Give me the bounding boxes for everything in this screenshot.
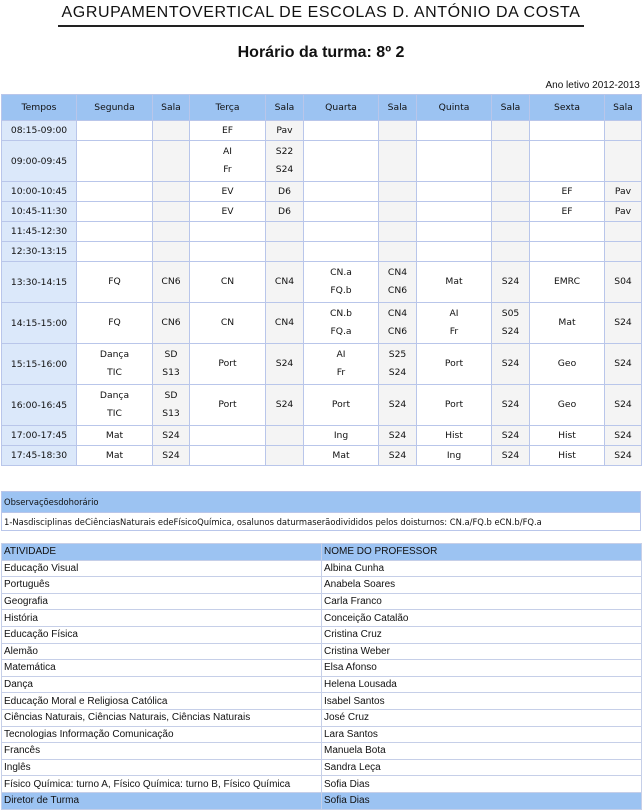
subject-cell xyxy=(304,344,379,385)
subject-code: CN.a xyxy=(330,267,352,278)
teacher-row xyxy=(2,577,642,594)
subject-code: Fr xyxy=(336,367,346,378)
room-cell xyxy=(379,242,417,262)
time-slot: 16:00-16:45 xyxy=(2,385,77,426)
subject-code: CN xyxy=(220,276,235,287)
schedule-row xyxy=(2,344,642,385)
subject-code: AI xyxy=(449,308,459,319)
subject-cell xyxy=(530,426,605,446)
room-code: D6 xyxy=(278,205,291,217)
subject-code: Mat xyxy=(558,317,576,328)
room-code: S24 xyxy=(162,429,180,441)
time-slot: 15:15-16:00 xyxy=(2,344,77,385)
subject-cell xyxy=(417,303,492,344)
subject-code: Port xyxy=(444,399,464,410)
subject-cell xyxy=(530,141,605,182)
room-code: S25 xyxy=(388,349,407,360)
class-director-row xyxy=(2,792,642,809)
teacher-name: Sofia Dias xyxy=(322,776,642,793)
subject-code: EV xyxy=(221,205,234,217)
room-cell xyxy=(605,121,642,141)
subject-cell xyxy=(190,222,266,242)
time-slot: 10:45-11:30 xyxy=(2,202,77,222)
room-cell xyxy=(492,446,530,466)
room-code: Pav xyxy=(614,205,632,217)
schedule-row xyxy=(2,141,642,182)
room-cell xyxy=(492,121,530,141)
teacher-name: Isabel Santos xyxy=(322,693,642,710)
subject-code: Fr xyxy=(449,326,459,337)
teacher-name: Cristina Weber xyxy=(322,643,642,660)
observations-header: Observaçõesdohorário xyxy=(2,492,641,513)
teacher-row xyxy=(2,643,642,660)
teacher-row xyxy=(2,560,642,577)
teacher-row xyxy=(2,660,642,677)
room-code: S24 xyxy=(275,164,294,175)
room-code: S24 xyxy=(614,449,632,461)
room-cell xyxy=(492,262,530,303)
room-cell xyxy=(153,446,190,466)
room-code: S04 xyxy=(614,276,632,287)
subject-code: Port xyxy=(218,358,237,369)
room-code: CN4 xyxy=(387,267,408,278)
teacher-name: Anabela Soares xyxy=(322,577,642,594)
teacher-name: Lara Santos xyxy=(322,726,642,743)
room-cell xyxy=(153,303,190,344)
teacher-row xyxy=(2,743,642,760)
subject-code: TIC xyxy=(107,367,122,378)
room-cell xyxy=(492,303,530,344)
room-cell xyxy=(379,121,417,141)
room-cell xyxy=(266,303,304,344)
schedule-col-header: Quinta xyxy=(417,95,492,121)
schedule-row xyxy=(2,446,642,466)
subject-cell xyxy=(77,344,153,385)
schedule-row xyxy=(2,262,642,303)
room-cell xyxy=(266,385,304,426)
room-code: CN6 xyxy=(161,276,181,287)
observations-table xyxy=(1,491,641,531)
room-cell xyxy=(266,262,304,303)
subject-cell xyxy=(190,446,266,466)
teacher-name: Cristina Cruz xyxy=(322,626,642,643)
room-code: CN4 xyxy=(274,317,295,328)
teacher-row xyxy=(2,626,642,643)
activity-name: Francês xyxy=(2,743,322,760)
room-code: S24 xyxy=(614,317,632,328)
class-director-name: Sofia Dias xyxy=(322,792,642,809)
subject-cell xyxy=(304,262,379,303)
room-cell xyxy=(492,141,530,182)
schedule-row xyxy=(2,121,642,141)
room-cell xyxy=(492,182,530,202)
room-code: Pav xyxy=(614,185,632,197)
room-code: S24 xyxy=(501,429,520,441)
subject-cell xyxy=(77,426,153,446)
schedule-col-header: Segunda xyxy=(77,95,153,121)
room-code: CN4 xyxy=(274,276,295,287)
subject-code: CN xyxy=(220,317,235,328)
room-code: CN6 xyxy=(387,285,408,296)
room-code: S05 xyxy=(501,308,520,319)
subject-cell xyxy=(304,202,379,222)
room-cell xyxy=(266,141,304,182)
room-code: S24 xyxy=(501,399,520,410)
subject-cell xyxy=(530,121,605,141)
subject-code: Hist xyxy=(558,429,576,441)
teacher-name: Sandra Leça xyxy=(322,759,642,776)
subject-cell xyxy=(530,446,605,466)
class-director-label: Diretor de Turma xyxy=(2,792,322,809)
room-cell xyxy=(379,262,417,303)
subject-code: FQ.b xyxy=(330,285,352,296)
subject-code: Mat xyxy=(105,449,124,461)
room-cell xyxy=(605,202,642,222)
room-cell xyxy=(605,222,642,242)
subject-code: FQ xyxy=(108,276,121,287)
teacher-row xyxy=(2,693,642,710)
room-code: S22 xyxy=(275,146,294,157)
subject-cell xyxy=(304,222,379,242)
subject-cell xyxy=(530,222,605,242)
room-cell xyxy=(492,344,530,385)
teachers-header-row xyxy=(2,544,642,561)
teacher-row xyxy=(2,709,642,726)
subject-cell xyxy=(304,141,379,182)
activity-name: História xyxy=(2,610,322,627)
subject-cell xyxy=(530,262,605,303)
teacher-row xyxy=(2,610,642,627)
time-slot: 08:15-09:00 xyxy=(2,121,77,141)
subject-code: Port xyxy=(218,399,237,410)
room-cell xyxy=(153,344,190,385)
subject-cell xyxy=(304,242,379,262)
schedule-body xyxy=(2,121,642,466)
room-cell xyxy=(379,182,417,202)
activity-name: Dança xyxy=(2,676,322,693)
schedule-col-header: Sexta xyxy=(530,95,605,121)
teacher-name: Elsa Afonso xyxy=(322,660,642,677)
subject-code: Port xyxy=(331,399,351,410)
room-cell xyxy=(153,222,190,242)
time-slot: 17:45-18:30 xyxy=(2,446,77,466)
subject-code: FQ.a xyxy=(330,326,352,337)
subject-cell xyxy=(530,303,605,344)
subject-code: Dança xyxy=(99,390,130,401)
room-code: CN6 xyxy=(161,317,181,328)
time-slot: 12:30-13:15 xyxy=(2,242,77,262)
observations-text: 1-Nasdisciplinas deCiênciasNaturais edeFísicoQuímica, osalunos daturmaserãodivididos pelos doisturnos: CN.a/FQ.b eCN.b/FQ.a xyxy=(2,513,641,531)
subject-code: CN.b xyxy=(329,308,353,319)
schedule-row xyxy=(2,426,642,446)
subject-cell xyxy=(304,121,379,141)
subject-code: Mat xyxy=(445,276,463,287)
subject-code: Hist xyxy=(445,429,463,441)
schedule-row xyxy=(2,303,642,344)
schedule-col-header: Sala xyxy=(153,95,190,121)
room-cell xyxy=(492,385,530,426)
subject-cell xyxy=(417,344,492,385)
room-code: D6 xyxy=(278,185,291,197)
room-code: SD xyxy=(164,390,178,401)
subject-cell xyxy=(190,202,266,222)
room-cell xyxy=(266,242,304,262)
teacher-row xyxy=(2,676,642,693)
room-cell xyxy=(153,242,190,262)
subject-cell xyxy=(77,141,153,182)
room-code: CN6 xyxy=(387,326,408,337)
subject-cell xyxy=(417,141,492,182)
subject-code: EF xyxy=(221,124,234,136)
subject-code: TIC xyxy=(107,408,122,419)
teacher-name: Albina Cunha xyxy=(322,560,642,577)
time-slot: 09:00-09:45 xyxy=(2,141,77,182)
room-cell xyxy=(266,446,304,466)
subject-cell xyxy=(77,385,153,426)
subject-cell xyxy=(417,262,492,303)
teacher-name: José Cruz xyxy=(322,709,642,726)
time-slot: 14:15-15:00 xyxy=(2,303,77,344)
room-cell xyxy=(266,182,304,202)
schedule-header-row xyxy=(2,95,642,121)
room-cell xyxy=(605,182,642,202)
subject-cell xyxy=(77,182,153,202)
room-cell xyxy=(605,426,642,446)
subject-code: EF xyxy=(561,185,573,197)
subject-cell xyxy=(417,242,492,262)
subject-cell xyxy=(304,182,379,202)
subject-cell xyxy=(77,242,153,262)
subject-code: EF xyxy=(561,205,573,217)
subject-cell xyxy=(530,182,605,202)
room-cell xyxy=(266,344,304,385)
time-slot: 13:30-14:15 xyxy=(2,262,77,303)
activity-name: Geografia xyxy=(2,593,322,610)
room-cell xyxy=(266,426,304,446)
room-cell xyxy=(605,262,642,303)
room-cell xyxy=(605,344,642,385)
activity-name: Educação Moral e Religiosa Católica xyxy=(2,693,322,710)
room-cell xyxy=(605,242,642,262)
subject-cell xyxy=(417,121,492,141)
room-cell xyxy=(153,121,190,141)
schedule-row xyxy=(2,202,642,222)
subject-code: Dança xyxy=(99,349,130,360)
room-code: S24 xyxy=(614,358,632,369)
teacher-name: Manuela Bota xyxy=(322,743,642,760)
subject-cell xyxy=(530,344,605,385)
subject-cell xyxy=(530,202,605,222)
subject-cell xyxy=(190,121,266,141)
room-cell xyxy=(379,344,417,385)
subject-cell xyxy=(417,446,492,466)
subject-cell xyxy=(530,242,605,262)
room-cell xyxy=(379,303,417,344)
subject-code: Hist xyxy=(558,449,576,461)
room-cell xyxy=(379,426,417,446)
room-code: S24 xyxy=(275,399,294,410)
room-cell xyxy=(492,222,530,242)
room-code: S24 xyxy=(614,429,632,441)
room-code: S24 xyxy=(388,429,407,441)
subject-code: Mat xyxy=(105,429,124,441)
room-cell xyxy=(379,202,417,222)
activity-name: Alemão xyxy=(2,643,322,660)
subject-cell xyxy=(77,222,153,242)
activity-name: Educação Física xyxy=(2,626,322,643)
room-cell xyxy=(153,426,190,446)
room-cell xyxy=(266,121,304,141)
subject-cell xyxy=(417,202,492,222)
room-code: Pav xyxy=(276,124,293,136)
schedule-col-header: Terça xyxy=(190,95,266,121)
schedule-table xyxy=(1,94,642,466)
room-cell xyxy=(379,222,417,242)
school-year: Ano letivo 2012-2013 xyxy=(545,80,640,91)
room-code: S24 xyxy=(388,399,407,410)
room-cell xyxy=(605,446,642,466)
time-slot: 17:00-17:45 xyxy=(2,426,77,446)
room-cell xyxy=(492,426,530,446)
teacher-column-header: NOME DO PROFESSOR xyxy=(322,544,642,561)
subject-cell xyxy=(417,426,492,446)
room-cell xyxy=(266,202,304,222)
room-cell xyxy=(153,202,190,222)
subject-cell xyxy=(417,222,492,242)
schedule-col-header: Quarta xyxy=(304,95,379,121)
subject-cell xyxy=(77,303,153,344)
teachers-table xyxy=(1,543,642,810)
schedule-row xyxy=(2,385,642,426)
teacher-name: Carla Franco xyxy=(322,593,642,610)
activity-name: Matemática xyxy=(2,660,322,677)
room-code: S24 xyxy=(388,449,407,461)
subject-cell xyxy=(190,242,266,262)
subject-code: Geo xyxy=(557,358,577,369)
room-cell xyxy=(605,385,642,426)
activity-name: Ciências Naturais, Ciências Naturais, Ciências Naturais xyxy=(2,709,322,726)
room-cell xyxy=(379,141,417,182)
activity-name: Português xyxy=(2,577,322,594)
schedule-col-header: Sala xyxy=(605,95,642,121)
room-code: S24 xyxy=(501,358,520,369)
subject-cell xyxy=(190,426,266,446)
subject-cell xyxy=(304,446,379,466)
room-cell xyxy=(379,446,417,466)
schedule-col-header: Sala xyxy=(379,95,417,121)
subject-code: EV xyxy=(221,185,234,197)
teacher-name: Helena Lousada xyxy=(322,676,642,693)
subject-cell xyxy=(417,182,492,202)
subject-cell xyxy=(190,303,266,344)
subject-cell xyxy=(304,385,379,426)
school-name: AGRUPAMENTOVERTICAL DE ESCOLAS D. ANTÓNIO DA COSTA xyxy=(58,4,584,26)
room-code: S24 xyxy=(614,399,632,410)
subject-cell xyxy=(77,446,153,466)
teacher-row xyxy=(2,759,642,776)
activity-column-header: ATIVIDADE xyxy=(2,544,322,561)
subject-cell xyxy=(190,182,266,202)
subject-code: FQ xyxy=(108,317,121,328)
subject-code: AI xyxy=(223,146,232,157)
room-code: S24 xyxy=(275,358,294,369)
schedule-row xyxy=(2,242,642,262)
subject-cell xyxy=(77,262,153,303)
subject-code: Mat xyxy=(332,449,350,461)
schedule-col-header: Sala xyxy=(266,95,304,121)
activity-name: Inglês xyxy=(2,759,322,776)
room-cell xyxy=(153,182,190,202)
subject-code: Ing xyxy=(446,449,462,461)
activity-name: Educação Visual xyxy=(2,560,322,577)
activity-name: Físico Química: turno A, Físico Química: turno B, Físico Química xyxy=(2,776,322,793)
teacher-row xyxy=(2,593,642,610)
activity-name: Tecnologias Informação Comunicação xyxy=(2,726,322,743)
subject-cell xyxy=(77,121,153,141)
room-code: S24 xyxy=(162,449,180,461)
schedule-row xyxy=(2,222,642,242)
room-cell xyxy=(266,222,304,242)
subject-cell xyxy=(530,385,605,426)
room-code: S13 xyxy=(162,408,180,419)
teacher-name: Conceição Catalão xyxy=(322,610,642,627)
schedule-row xyxy=(2,182,642,202)
subject-cell xyxy=(417,385,492,426)
room-code: S24 xyxy=(501,326,520,337)
room-code: S24 xyxy=(501,276,520,287)
room-code: S24 xyxy=(388,367,407,378)
page-title: Horário da turma: 8º 2 xyxy=(237,44,405,61)
header-rule xyxy=(58,26,584,27)
subject-cell xyxy=(77,202,153,222)
subject-code: EMRC xyxy=(553,276,581,287)
subject-code: Fr xyxy=(223,164,232,175)
room-cell xyxy=(153,141,190,182)
subject-cell xyxy=(190,262,266,303)
room-code: S13 xyxy=(162,367,180,378)
time-slot: 11:45-12:30 xyxy=(2,222,77,242)
subject-code: AI xyxy=(336,349,346,360)
subject-cell xyxy=(190,344,266,385)
room-code: SD xyxy=(164,349,178,360)
room-cell xyxy=(492,202,530,222)
room-cell xyxy=(605,141,642,182)
subject-cell xyxy=(190,141,266,182)
teacher-row xyxy=(2,726,642,743)
subject-cell xyxy=(304,303,379,344)
room-cell xyxy=(492,242,530,262)
schedule-col-header: Tempos xyxy=(2,95,77,121)
subject-cell xyxy=(190,385,266,426)
room-code: S24 xyxy=(501,449,520,461)
time-slot: 10:00-10:45 xyxy=(2,182,77,202)
room-cell xyxy=(153,385,190,426)
room-code: CN4 xyxy=(387,308,408,319)
schedule-col-header: Sala xyxy=(492,95,530,121)
teacher-row xyxy=(2,776,642,793)
room-cell xyxy=(153,262,190,303)
room-cell xyxy=(605,303,642,344)
subject-cell xyxy=(304,426,379,446)
subject-code: Geo xyxy=(557,399,577,410)
subject-code: Port xyxy=(444,358,464,369)
subject-code: Ing xyxy=(333,429,349,441)
room-cell xyxy=(379,385,417,426)
